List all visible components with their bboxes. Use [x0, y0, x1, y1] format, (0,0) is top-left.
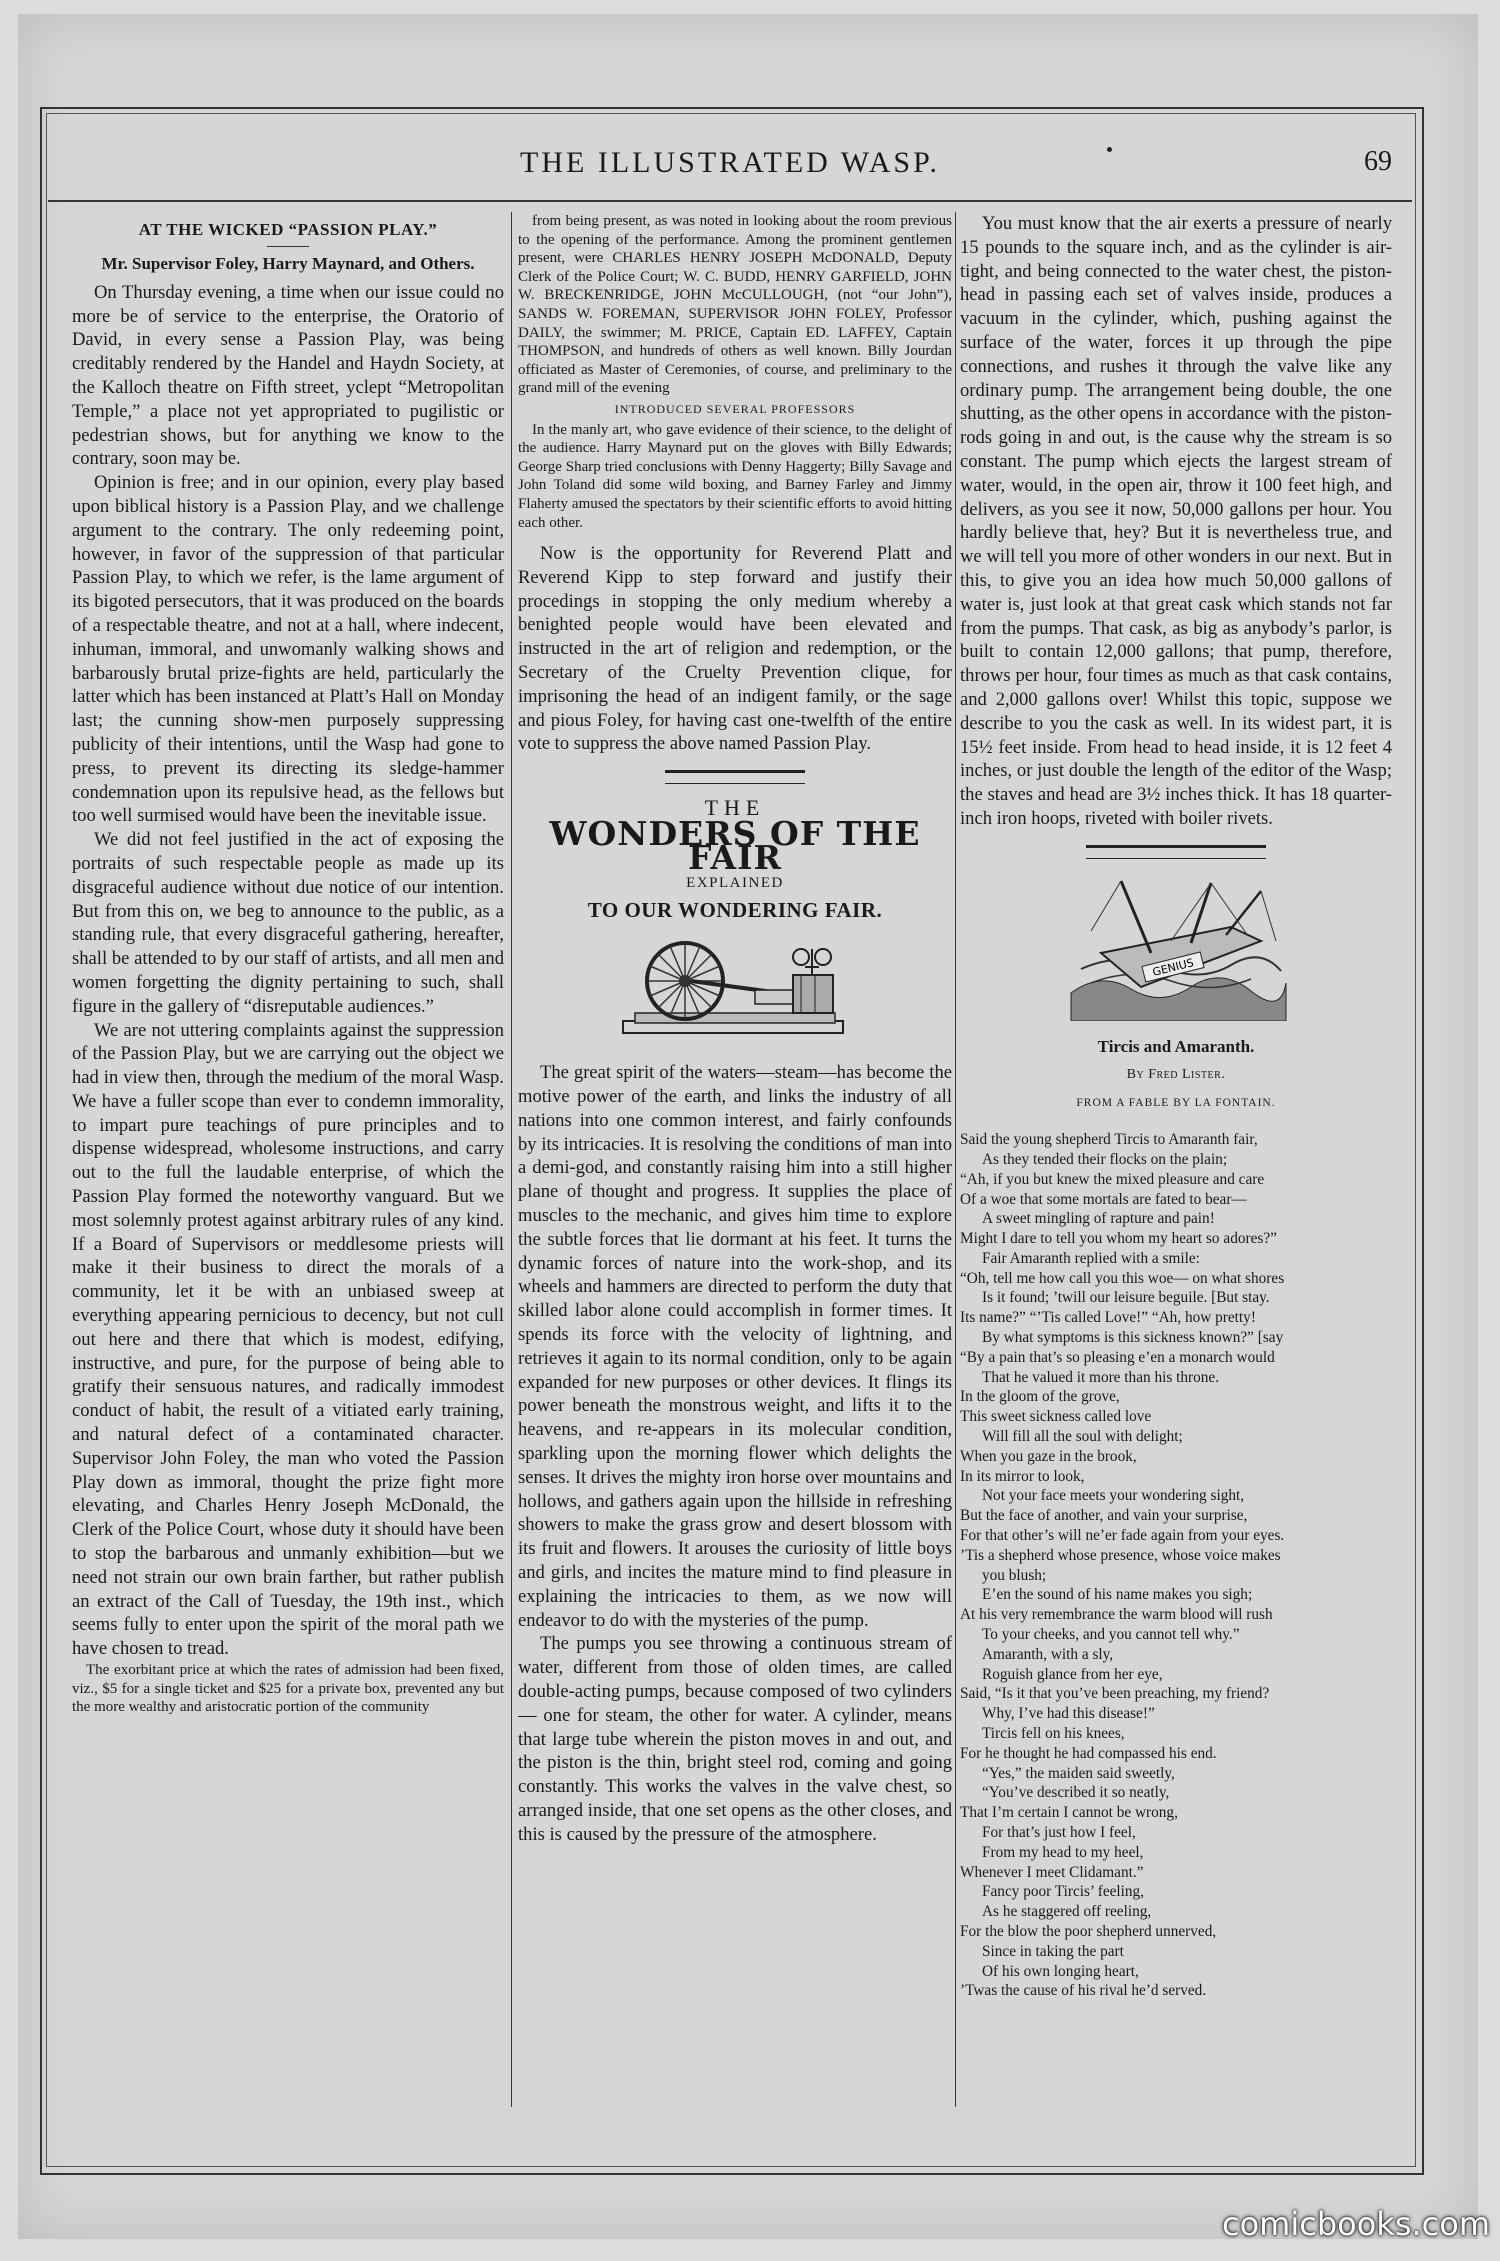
- poem-line: This sweet sickness called love: [960, 1408, 1152, 1426]
- article-subheadline: Mr. Supervisor Foley, Harry Maynard, and Others.: [101, 253, 475, 273]
- article-paragraph: The pumps you see throwing a continuous stream of water, different from those of olden times, are called double-acting pumps, because composed of two cylinders — one for steam, the other for water. A cylinder, means that large tube wherein the piston moves in and out, and the piston is the thin, bright steel rod, coming and going constantly. This works the valves in the valve chest, so arranged inside, that one set opens as the other closes, and this is caused by the pressure of the atmosphere.: [518, 1633, 952, 1845]
- wonders-the: THE: [704, 795, 766, 821]
- column-2: [518, 212, 952, 2112]
- masthead: [48, 140, 1412, 200]
- poem-line: In its mirror to look,: [960, 1467, 1085, 1485]
- poem-line: Is it found; ’twill our leisure beguile. [But stay.: [982, 1289, 1270, 1307]
- column-1: [72, 212, 504, 2112]
- wonders-subtitle: TO OUR WONDERING FAIR.: [587, 898, 883, 923]
- poem-line: Might I dare to tell you whom my heart so adores?”: [960, 1230, 1277, 1248]
- poem-line: For that’s just how I feel,: [982, 1824, 1136, 1841]
- poem-line: Why, I’ve had this disease!”: [982, 1705, 1155, 1723]
- poem-line: Not your face meets your wondering sight,: [982, 1487, 1245, 1505]
- section-divider-thin: [665, 783, 805, 784]
- extract-paragraph: The exorbitant price at which the rates of admission had been fixed, viz., $5 for a single ticket and $25 for a private box, prevented any but the more wealthy and aristocratic portion of the community: [72, 1662, 504, 1716]
- column-separator: [955, 212, 956, 2107]
- poem-line: As he staggered off reeling,: [982, 1903, 1152, 1921]
- wonders-title: WONDERS OF THE FAIR: [549, 814, 921, 877]
- call-extract: [72, 1661, 504, 1717]
- poem-line: Since in taking the part: [982, 1942, 1124, 1960]
- poem-line: Fair Amaranth replied with a smile:: [982, 1249, 1200, 1267]
- poem-line: “You’ve described it so neatly,: [982, 1784, 1170, 1802]
- poem-line: A sweet mingling of rapture and pain!: [982, 1210, 1215, 1228]
- poem-line: Amaranth, with a sly,: [982, 1645, 1114, 1663]
- masthead-rule: [48, 200, 1412, 202]
- poem-line: Of his own longing heart,: [982, 1962, 1139, 1980]
- poem-line: When you gaze in the brook,: [960, 1447, 1137, 1465]
- poem-source: FROM A FABLE BY LA FONTAIN.: [1076, 1097, 1276, 1110]
- poem-line: In the gloom of the grove,: [960, 1388, 1120, 1406]
- poem-line: At his very remembrance the warm blood will rush: [960, 1606, 1273, 1624]
- article-headline: AT THE WICKED “PASSION PLAY.”: [138, 220, 438, 239]
- extract-paragraph: from being present, as was noted in looking about the room previous to the opening of the performance. Among the prominent gentlemen present, were CHARLES HENRY JOSEPH McDONALD, Deputy Clerk of the Police Court; W. C. BUDD, HENRY GARFIELD, JOHN W. BRECKENRIDGE, JOHN McCULLOUGH, (not “our John”), SANDS W. FOREMAN, SUPERVISOR JOHN FOLEY, Professor DAILY, the swimmer; M. PRICE, Captain ED. LAFFEY, Captain THOMPSON, and hundreds of others as well known. Billy Jourdan officiated as Master of Ceremonies, of course, and preliminary to the grand mill of the evening: [518, 213, 952, 397]
- section-divider-thin: [1086, 858, 1266, 859]
- poem-line: “Oh, tell me how call you this woe— on what shores: [960, 1269, 1285, 1287]
- steam-engine-illustration: [605, 935, 865, 1047]
- poem-line: From my head to my heel,: [982, 1843, 1144, 1861]
- poem-line: Tircis fell on his knees,: [982, 1725, 1125, 1743]
- poem-line: “Yes,” the maiden said sweetly,: [982, 1764, 1175, 1782]
- column-3: [960, 212, 1392, 2112]
- column-separator: [511, 212, 512, 2107]
- poem-line: Roguish glance from her eye,: [982, 1665, 1163, 1683]
- article-paragraph: We did not feel justified in the act of exposing the portraits of such respectable people as made up its disgraceful audience without due notice of our intention. But from this on, we beg to announce to the public, as a standing rule, that every disgraceful gathering, hereafter, shall be attended to by our staff of artists, and all men and women forgetting the dignity pertaining to such, shall figure in the gallery of “disreputable audiences.”: [72, 829, 504, 1017]
- article-paragraph: You must know that the air exerts a pressure of nearly 15 pounds to the square inch, and as the cylinder is air-tight, and being connected to the water chest, the piston-head in passing each set of valves inside, produces a vacuum in the cylinder, which, pushing against the surface of the water, forces it up through the pipe connections, and rushes it through the valve like any ordinary pump. The arrangement being double, the one shutting, as the other opens in accordance with the piston-rods going in and out, is the cause why the stream is so constant. The pump which ejects the largest stream of water, would, in the open air, throw it 100 feet high, and delivers, as you see it now, 50,000 gallons per hour. You hardly believe that, hey? But it is nevertheless true, and we will tell you more of other wonders in our next. But in this, to give you an idea how much 50,000 gallons of water is, just look at that great cask which stands not far from the pumps. That cask, as big as anybody’s parlor, is built to contain 12,000 gallons; that pump, therefore, throws per hour, four times as much as that cask contains, and 2,000 gallons over! Whilst this topic, suppose we describe to you the cask as well. In its widest part, it is 15½ feet inside. From head to head inside, it is 12 feet 4 inches, or just double the length of the editor of the Wasp; the staves and head are 3½ inches thick. It has 18 quarter-inch iron hoops, riveted with boiler rivets.: [960, 213, 1392, 829]
- poem-line: you blush;: [982, 1566, 1047, 1584]
- article-paragraph: The great spirit of the waters—steam—has become the motive power of the earth, and links the industry of all nations into one common interest, and fairly confounds by its intricacies. It is resolving the conditions of man into a demi-god, and constantly raising him into a still higher plane of thought and progress. It supplies the place of muscles to the mechanic, and gives him time to explore the subtle forces that lie dormant at his feet. It turns the dynamic forces of nature into the work-shop, and its wheels and hammers are directed to perform the duty that skilled labor alone could accomplish in former times. It spends its force with the velocity of lightning, and retrieves it again to its normal condition, only to be again expanded for new purposes or other devices. It flings its power beneath the monstrous weight, and lifts it to the heavens, and re-appears in its molecular condition, sparkling upon the morning flower which delights the senses. It drives the mighty iron horse over mountains and hollows, and gathers again upon the hillside in refreshing showers to make the grass grow and desert blossom with its fruit and flowers. It arouses the curiosity of little boys and girls, and incites the mature mind to find pleasure in explaining the intricacies to them, as we now will endeavor to do with the mysteries of the pump.: [518, 1062, 952, 1631]
- article-paragraph: Opinion is free; and in our opinion, every play based upon biblical history is a Passion Play, and we challenge argument to the contrary. The only redeeming point, however, in favor of the suppression of that particular Passion Play, to which we refer, is the lame argument of its bigoted persecutors, that it was produced on the boards of a respectable theatre, and not at a hall, where indecent, inhuman, immoral, and unwomanly walking shows and barbarously brutal prize-fights are held, particularly the latter which has been instanced at Platt’s Hall on Monday last; the cunning show-men purposely suppressing publicity of their intentions, until the Wasp had gone to press, to prevent its directing its sledge-hammer condemnation upon its repulsive head, as the fellows but too well surmised would have been the inevitable issue.: [72, 472, 504, 827]
- poem-title: Tircis and Amaranth.: [1097, 1036, 1255, 1056]
- wonders-explained: EXPLAINED: [686, 874, 784, 891]
- poem-line: Its name?” “’Tis called Love!” “Ah, how pretty!: [960, 1309, 1256, 1327]
- extract-subhead: INTRODUCED SEVERAL PROFESSORS: [614, 401, 856, 416]
- section-divider: [665, 770, 805, 773]
- print-speck: [1107, 147, 1112, 152]
- poem-line: Said the young shepherd Tircis to Amaranth fair,: [960, 1131, 1258, 1149]
- poem-line: For the blow the poor shepherd unnerved,: [960, 1922, 1217, 1940]
- poem-line: E’en the sound of his name makes you sigh;: [982, 1586, 1253, 1604]
- section-divider: [1086, 845, 1266, 848]
- poem-line: Of a woe that some mortals are fated to bear—: [960, 1190, 1247, 1208]
- poem-line: ’Twas the cause of his rival he’d served.: [960, 1982, 1207, 2000]
- page-number: 69: [1364, 146, 1392, 177]
- poem-line: By what symptoms is this sickness known?” [say: [982, 1329, 1284, 1347]
- poem-line: Said, “Is it that you’ve been preaching, my friend?: [960, 1685, 1270, 1703]
- poem-line: “By a pain that’s so pleasing e’en a monarch would: [960, 1348, 1275, 1366]
- poem-line: For he thought he had compassed his end.: [960, 1744, 1217, 1762]
- poem-line: To your cheeks, and you cannot tell why.”: [982, 1626, 1240, 1644]
- shipwreck-illustration: [1061, 871, 1291, 1021]
- poem-line: That I’m certain I cannot be wrong,: [960, 1804, 1178, 1822]
- poem-line: For that other’s will ne’er fade again from your eyes.: [960, 1527, 1285, 1545]
- poem-line: Whenever I meet Clidamant.”: [960, 1863, 1144, 1881]
- call-extract-continued: [518, 212, 952, 532]
- poem-line: That he valued it more than his throne.: [982, 1368, 1220, 1386]
- poem-byline: By Fred Lister.: [1126, 1066, 1226, 1082]
- masthead-title: THE ILLUSTRATED WASP.: [520, 146, 940, 179]
- poem-line: Fancy poor Tircis’ feeling,: [982, 1883, 1145, 1901]
- article-paragraph: We are not uttering complaints against the suppression of the Passion Play, but we are carrying out the object we had in view then, through the medium of the moral Wasp. We have a fuller scope than ever to condemn immorality, to impart pure teachings of pure principles and to dispense widespread, wholesome instructions, and carry out to the full the laudable enterprise, of which the Passion Play formed the noteworthy vanguard. But we most solemnly protest against arbitrary rules of any kind. If a Board of Supervisors or meddlesome priests will make it their business to direct the morals of a community, let it be with an unbiased sweep at everything appearing pernicious to decency, but not cull out here and there that which is modest, edifying, instructive, and pure, for the purpose of being able to gratify their sensuous natures, and radically immodest conduct of habit, the result of a vitiated early training, and natural defect of a contaminated character. Supervisor John Foley, the man who voted the Passion Play down as immoral, thought the prize fight more elevating, and Charles Henry Joseph McDonald, the Clerk of the Police Court, whose duty it should have been to stop the barbarous and unmanly exhibition—but we need not strain our own brain farther, but rather publish an extract of the Call of Tuesday, the 19th inst., which seems fully to enter upon the spirit of the moral path we have chosen to tread.: [72, 1019, 504, 1660]
- article-paragraph: Now is the opportunity for Reverend Platt and Reverend Kipp to step forward and justify their procedings in stopping the only medium whereby a benighted people would have been elevated and instructed in the art of religion and redemption, or the Secretary of the Cruelty Prevention clique, for imprisoning the head of an indigent family, or the sage and pious Foley, for having cast one-twelfth of the entire vote to suppress the above named Passion Play.: [518, 543, 952, 755]
- extract-paragraph: In the manly art, who gave evidence of their science, to the delight of the audience. Harry Maynard put on the gloves with Billy Edwards; George Sharp tried conclusions with Denny Haggerty; Billy Savage and John Toland did some wild boxing, and Barney Farley and Jimmy Flaherty amused the spectators by their scientific efforts to avoid hitting each other.: [518, 421, 952, 531]
- poem-line: Will fill all the soul with delight;: [982, 1428, 1183, 1446]
- poem-line: “Ah, if you but knew the mixed pleasure and care: [960, 1170, 1265, 1188]
- article-paragraph: On Thursday evening, a time when our issue could no more be of service to the enterprise, the Oratorio of David, in every sense a Passion Play, was being creditably rendered by the Handel and Haydn Society, at the Kalloch theatre on Fifth street, yclept “Metropolitan Temple,” a place not yet appropriated to pugilistic or pedestrian shows, but for anything we know to the contrary, soon may be.: [72, 281, 504, 470]
- poem-line: But the face of another, and vain your surprise,: [960, 1507, 1248, 1525]
- poem-body: [960, 1130, 1392, 2001]
- poem-line: As they tended their flocks on the plain;: [982, 1150, 1228, 1168]
- headline-rule: [267, 246, 309, 247]
- poem-line: ’Tis a shepherd whose presence, whose voice makes: [960, 1546, 1281, 1564]
- watermark: comicbooks.com: [1221, 2205, 1490, 2243]
- ship-label: GENIUS: [1151, 955, 1196, 979]
